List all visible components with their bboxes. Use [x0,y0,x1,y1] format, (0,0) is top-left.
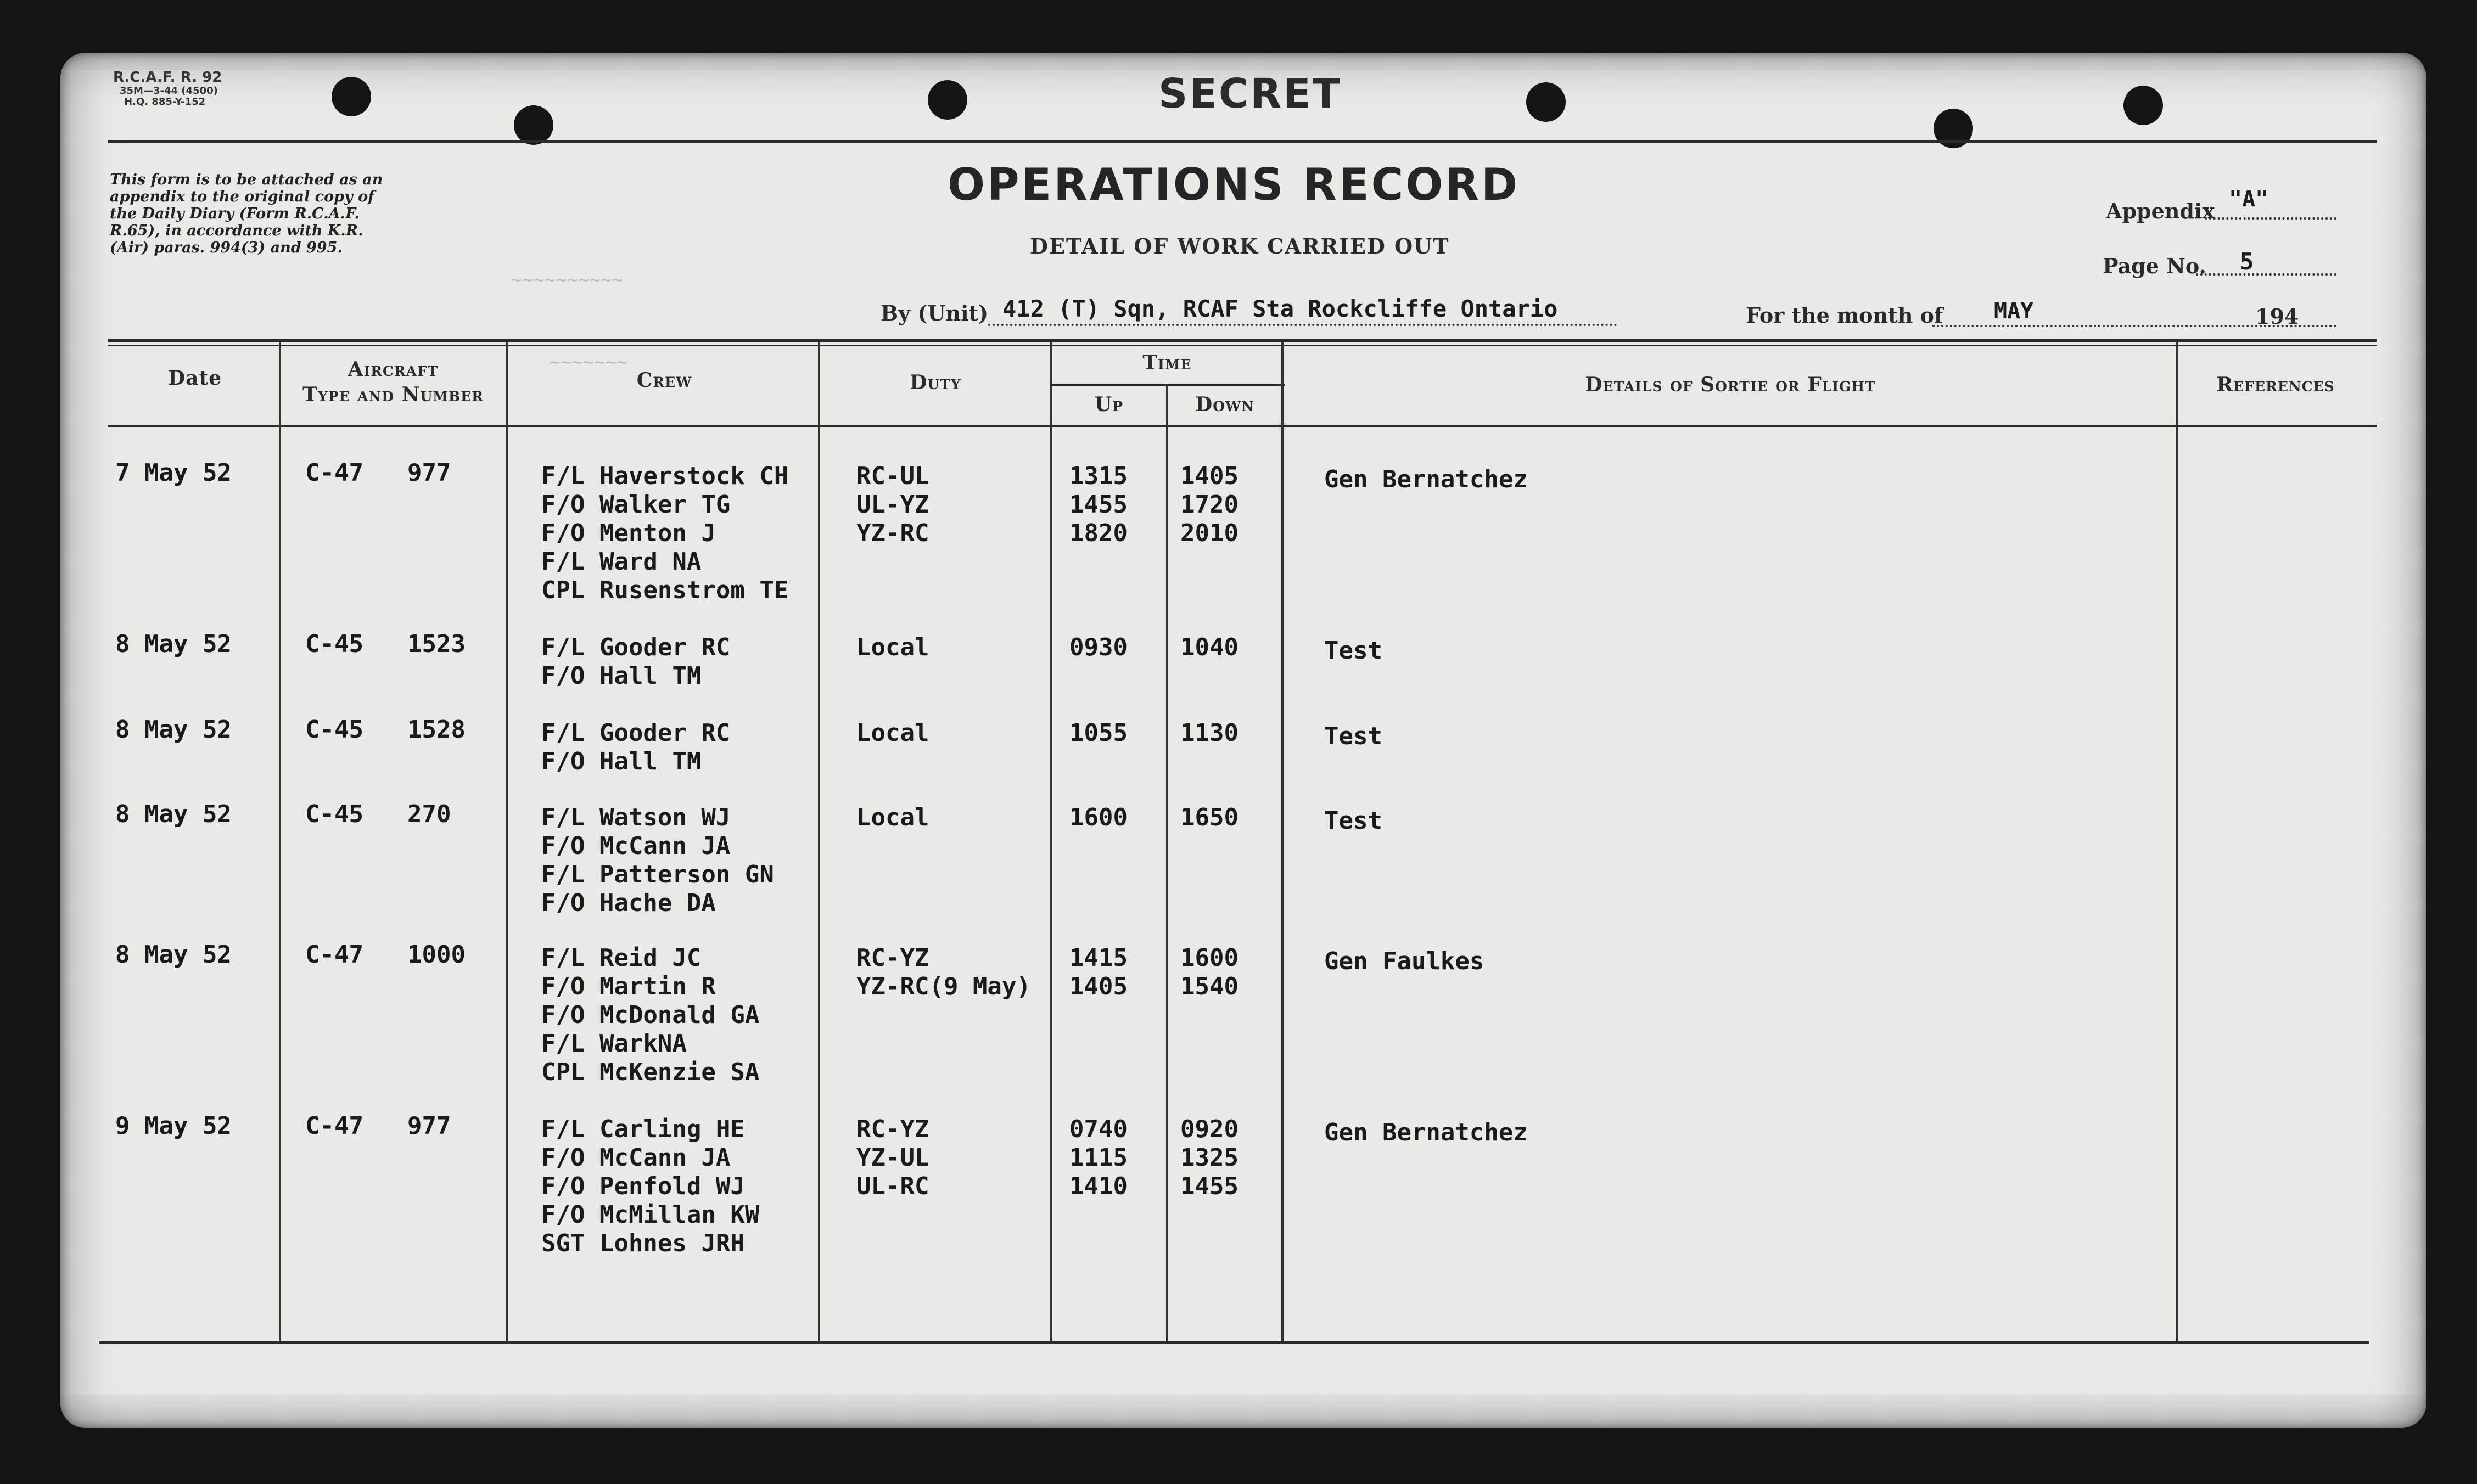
duty-route: Local [856,633,929,661]
crew-member: F/L WarkNA [541,1030,687,1058]
table-top-rule [108,339,2377,342]
column-header-details: Details of Sortie or Flight [1585,373,1876,396]
time-down: 1130 [1180,719,1238,747]
time-down: 0920 [1180,1115,1238,1143]
entry-date: 8 May 52 [115,716,232,744]
crew-member: F/O Hall TM [541,747,702,775]
punch-hole [332,77,371,116]
aircraft-number: 270 [407,800,451,828]
punch-hole [2123,86,2163,125]
sortie-details: Test [1324,637,1382,665]
punch-hole [1526,82,1566,122]
page-subtitle: DETAIL OF WORK CARRIED OUT [1030,234,1450,258]
sortie-details: Test [1324,807,1382,835]
crew-member: F/O Penfold WJ [541,1172,745,1200]
aircraft-type: C-47 [305,459,363,487]
crew-member: F/O McMillan KW [541,1201,760,1229]
header-bottom-rule [108,425,2377,427]
top-rule [108,140,2377,143]
page-number-line [2196,273,2336,276]
column-divider [506,342,508,1341]
form-id-line: 35M—3-44 (4500) [120,85,218,97]
column-header-time: Time [1142,351,1192,374]
time-down: 1650 [1180,803,1238,831]
aircraft-type: C-47 [305,941,363,969]
time-up: 1405 [1069,973,1128,1000]
crew-member: CPL McKenzie SA [541,1058,760,1086]
page-number-value: 5 [2240,248,2254,275]
time-down: 1600 [1180,944,1238,972]
entry-date: 8 May 52 [115,800,232,828]
column-divider [1050,342,1052,1341]
time-up: 1410 [1069,1172,1128,1200]
crew-member: CPL Rusenstrom TE [541,576,789,604]
column-header-date: Date [167,367,222,390]
aircraft-type: C-45 [305,630,363,658]
form-id-line: R.C.A.F. R. 92 [113,69,222,86]
bleed-through-text: ~~~~~~~ [549,351,628,373]
sortie-details: Gen Bernatchez [1324,465,1528,493]
crew-member: F/O Walker TG [541,491,731,519]
aircraft-type: C-47 [305,1112,363,1140]
entry-date: 8 May 52 [115,630,232,658]
aircraft-number: 1523 [407,630,466,658]
crew-member: F/O McDonald GA [541,1001,760,1029]
crew-member: F/L Reid JC [541,944,702,972]
crew-member: F/O McCann JA [541,1144,731,1172]
crew-member: SGT Lohnes JRH [541,1229,745,1257]
column-divider [2176,342,2178,1341]
duty-route: RC-UL [856,462,929,490]
duty-route: RC-YZ [856,944,929,972]
column-divider [1166,384,1168,1341]
appendix-value: "A" [2229,187,2269,212]
duty-route: YZ-UL [856,1144,929,1172]
column-divider [279,342,281,1341]
sortie-details: Gen Bernatchez [1324,1118,1528,1146]
time-up: 1455 [1069,491,1128,519]
column-header-aircraft-sub: Type and Number [302,383,484,406]
duty-route: Local [856,803,929,831]
crew-member: F/O McCann JA [541,832,731,860]
entry-date: 8 May 52 [115,941,232,969]
column-divider [818,342,820,1341]
column-header-up: Up [1094,393,1124,416]
column-header-references: References [2216,373,2335,396]
time-up: 0930 [1069,633,1128,661]
classification-stamp: SECRET [1158,70,1342,117]
punch-hole [514,105,553,145]
table-bottom-rule [99,1341,2369,1344]
duty-route: RC-YZ [856,1115,929,1143]
instruction-note: This form is to be attached as an appendix to the original copy of the Daily Diary (Form R.C.A.F. R.65), in accordance with K.R. (Air) paras. 994(3) and 995. [110,171,383,256]
time-down: 1720 [1180,491,1238,519]
aircraft-number: 977 [407,1112,451,1140]
crew-member: F/L Ward NA [541,548,702,576]
table-top-rule [108,345,2377,346]
time-up: 1055 [1069,719,1128,747]
crew-member: F/O Hall TM [541,662,702,690]
page-number-label: Page No. [2103,254,2206,278]
month-value: MAY [1994,299,2034,324]
time-down: 1405 [1180,462,1238,490]
entry-date: 9 May 52 [115,1112,232,1140]
time-up: 1820 [1069,519,1128,547]
duty-route: YZ-RC(9 May) [856,973,1031,1000]
crew-member: F/L Watson WJ [541,803,731,831]
crew-member: F/L Patterson GN [541,861,774,889]
unit-value: 412 (T) Sqn, RCAF Sta Rockcliffe Ontario [1002,295,1558,322]
entry-date: 7 May 52 [115,459,232,487]
sortie-details: Gen Faulkes [1324,947,1484,975]
crew-member: F/O Hache DA [541,889,716,917]
sortie-details: Test [1324,722,1382,750]
year-value: 194 [2255,304,2299,329]
appendix-label: Appendix [2106,199,2215,223]
crew-member: F/L Gooder RC [541,633,731,661]
aircraft-number: 1000 [407,941,466,969]
duty-route: YZ-RC [856,519,929,547]
time-up: 0740 [1069,1115,1128,1143]
aircraft-number: 977 [407,459,451,487]
form-id-line: H.Q. 885-Y-152 [124,96,206,108]
page-title: OPERATIONS RECORD [948,159,1520,210]
aircraft-type: C-45 [305,716,363,744]
column-header-crew: Crew [636,369,692,392]
crew-member: F/O Menton J [541,519,716,547]
aircraft-number: 1528 [407,716,466,744]
time-down: 1455 [1180,1172,1238,1200]
column-header-down: Down [1195,393,1254,416]
time-split-rule [1052,384,1285,386]
time-down: 2010 [1180,519,1238,547]
month-label: For the month of [1746,303,1943,328]
aircraft-type: C-45 [305,800,363,828]
column-header-aircraft: Aircraft [348,358,439,381]
duty-route: UL-YZ [856,491,929,519]
time-down: 1540 [1180,973,1238,1000]
time-up: 1415 [1069,944,1128,972]
time-down: 1040 [1180,633,1238,661]
crew-member: F/O Martin R [541,973,716,1000]
time-up: 1600 [1069,803,1128,831]
crew-member: F/L Haverstock CH [541,462,789,490]
bleed-through-text: ~~~~~~~~~~ [511,269,623,291]
time-up: 1315 [1069,462,1128,490]
unit-label: By (Unit) [881,301,989,325]
appendix-line [2205,217,2336,220]
time-down: 1325 [1180,1144,1238,1172]
column-divider [1281,342,1284,1341]
unit-line [988,324,1617,326]
crew-member: F/L Carling HE [541,1115,745,1143]
duty-route: Local [856,719,929,747]
column-header-duty: Duty [910,371,961,394]
punch-hole [928,80,967,120]
duty-route: UL-RC [856,1172,929,1200]
time-up: 1115 [1069,1144,1128,1172]
crew-member: F/L Gooder RC [541,719,731,747]
